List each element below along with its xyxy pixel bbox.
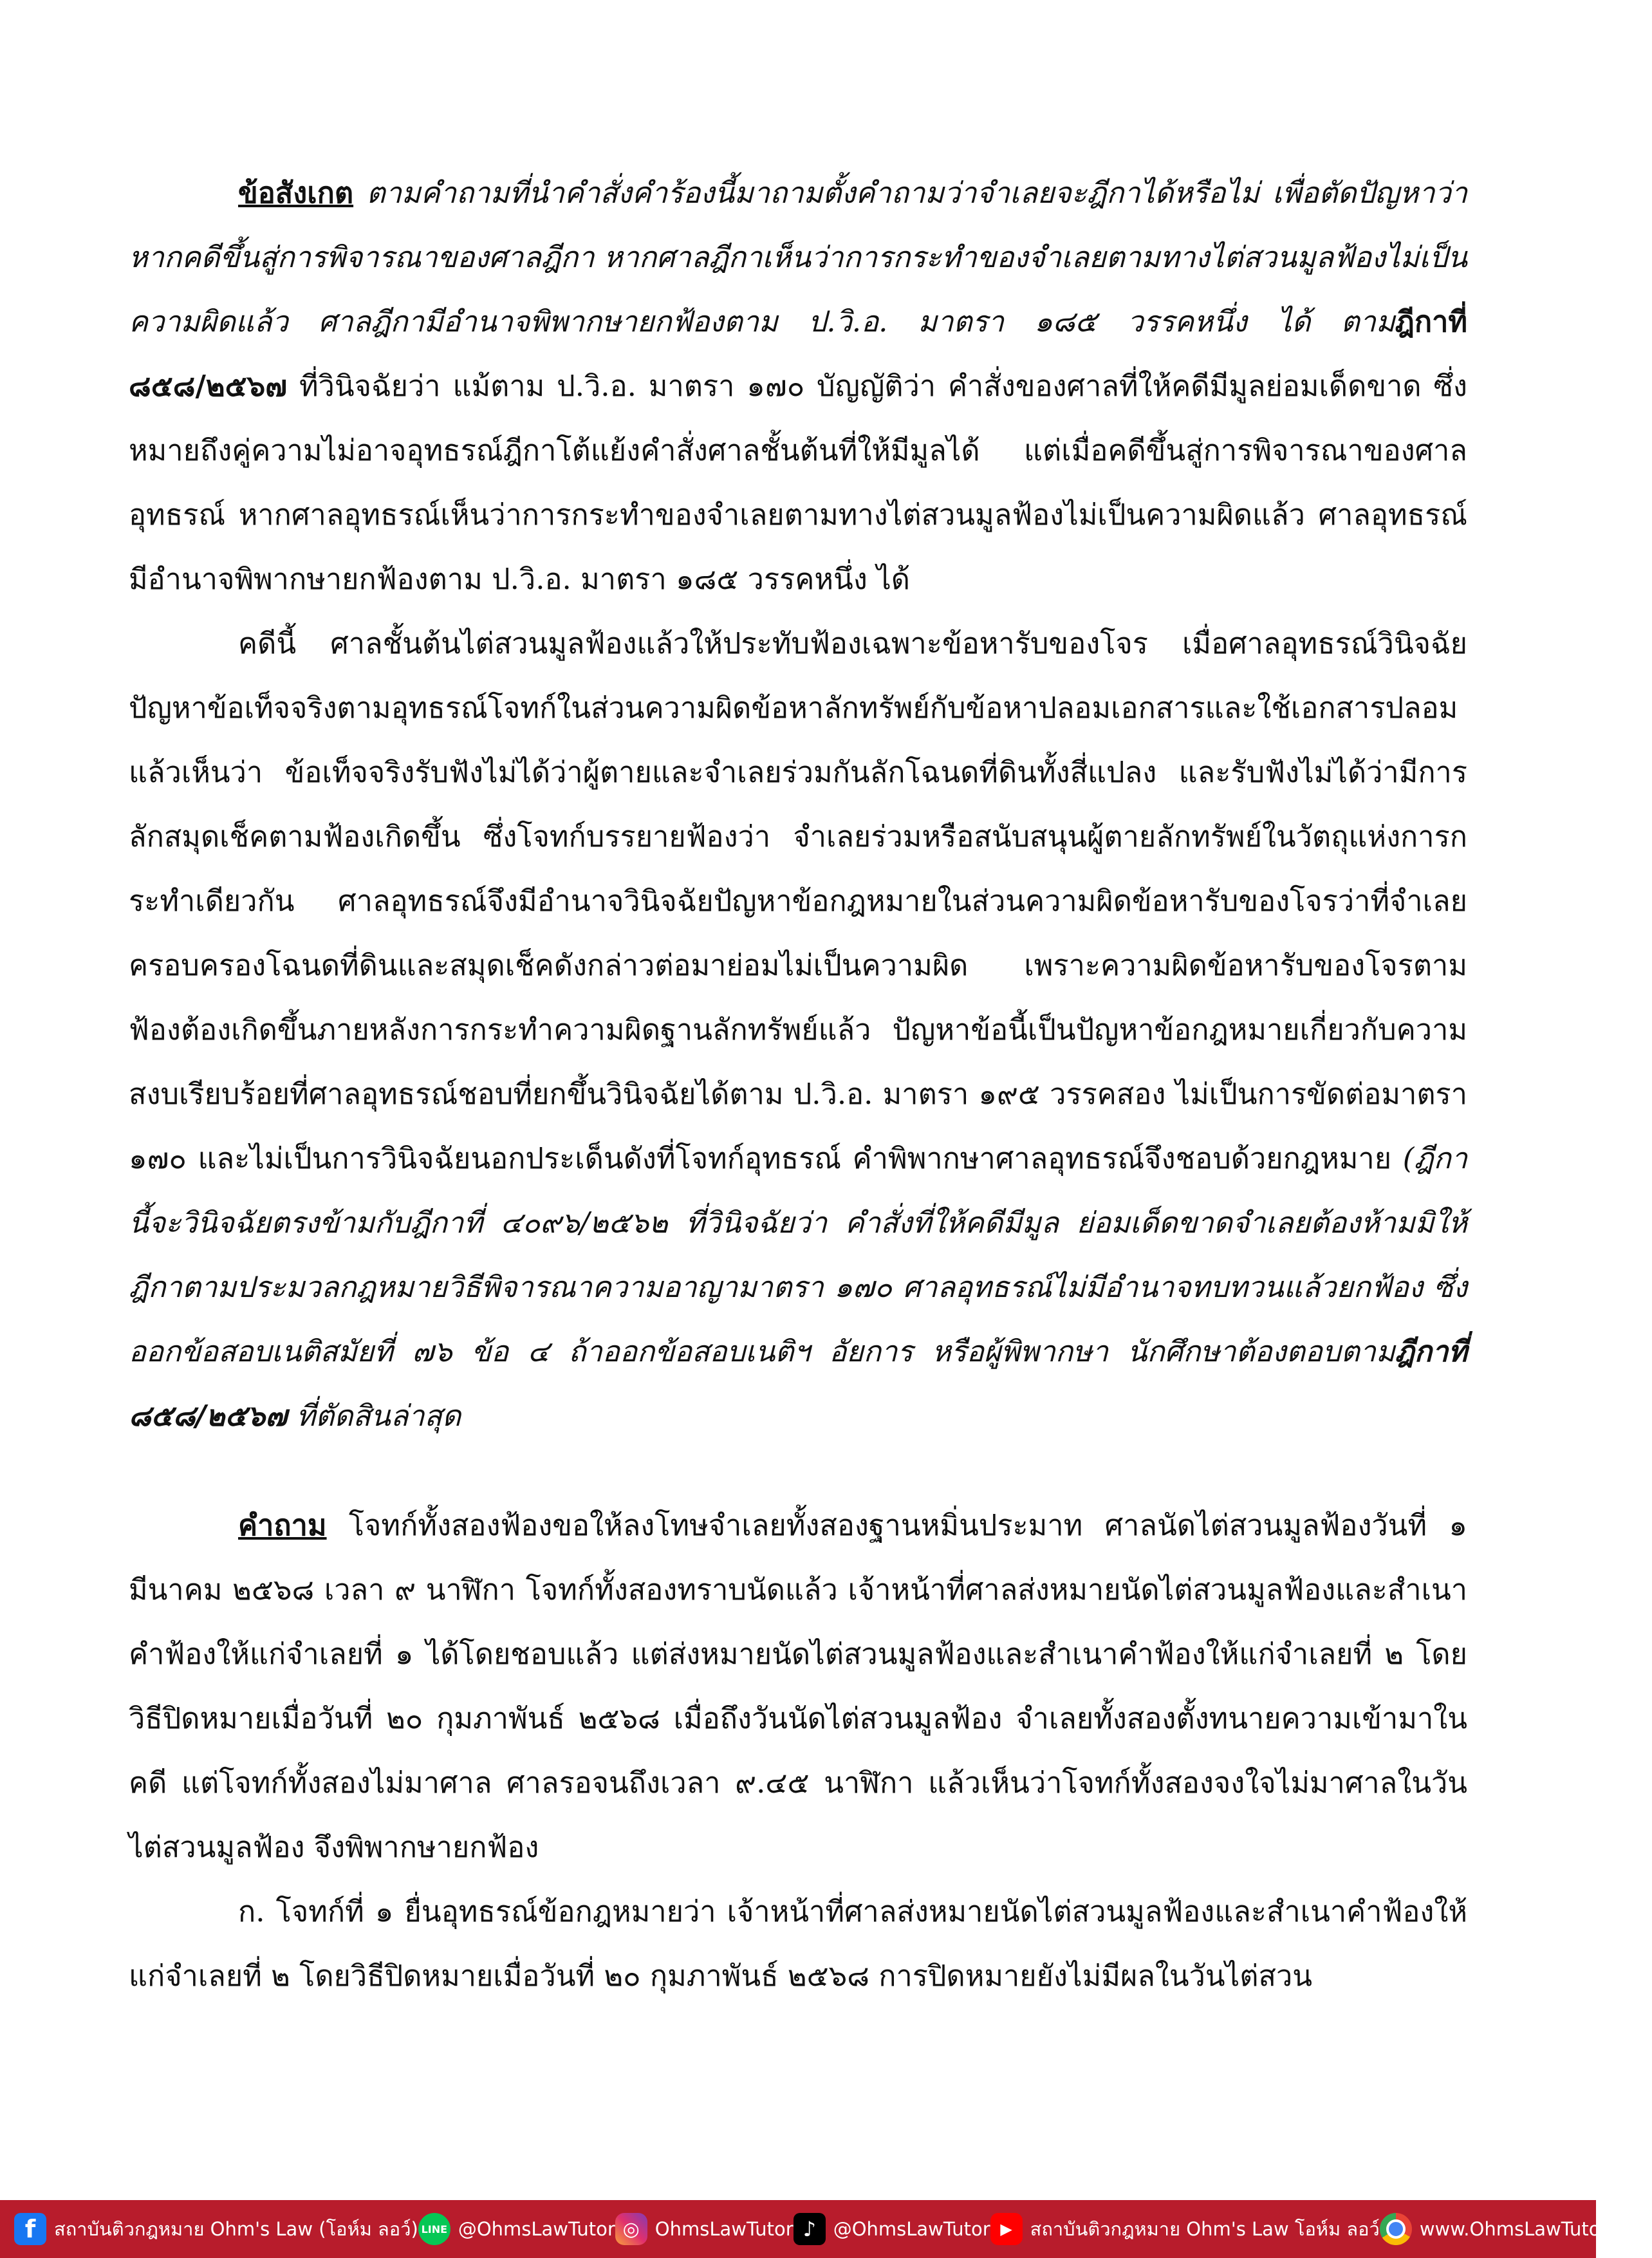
instagram-label: OhmsLawTutor [654, 2218, 794, 2240]
case-text: คดีนี้ ศาลชั้นต้นไต่สวนมูลฟ้องแล้วให้ประทับฟ้องเฉพาะข้อหารับของโจร เมื่อศาลอุทธรณ์วินิจฉัยปัญหาข้อเท็จจริงตามอุทธรณ์โจทก์ในส่วนความผิดข้อหาลักทรัพย์กับข้อหาปลอมเอกสารและใช้เอกสารปลอมแล้วเห็นว่า ข้อเท็จจริงรับฟังไม่ได้ว่าผู้ตายและจำเลยร่วมกันลักโฉนดที่ดินทั้งสี่แปลง และรับฟังไม่ได้ว่ามีการลักสมุดเช็คตามฟ้องเกิดขึ้น ซึ่งโจทก์บรรยายฟ้องว่า จำเลยร่วมหรือสนับสนุนผู้ตายลักทรัพย์ในวัตถุแห่งการกระทำเดียวกัน ศาลอุทธรณ์จึงมีอำนาจวินิจฉัยปัญหาข้อกฎหมายในส่วนความผิดข้อหารับของโจรว่าที่จำเลยครอบครองโฉนดที่ดินและสมุดเช็คดังกล่าวต่อมาย่อมไม่เป็นความผิด เพราะความผิดข้อหารับของโจรตามฟ้องต้องเกิดขึ้นภายหลังการกระทำความผิดฐานลักทรัพย์แล้ว ปัญหาข้อนี้เป็นปัญหาข้อกฎหมายเกี่ยวกับความสงบเรียบร้อยที่ศาลอุทธรณ์ชอบที่ยกขึ้นวินิจฉัยได้ตาม ป.วิ.อ. มาตรา ๑๙๕ วรรคสอง ไม่เป็นการขัดต่อมาตรา ๑๗๐ และไม่เป็นการวินิจฉัยนอกประเด็นดังที่โจทก์อุทธรณ์ คำพิพากษาศาลอุทธรณ์จึงชอบด้วยกฎหมาย [129, 626, 1467, 1175]
instagram-link[interactable] [615, 2213, 794, 2245]
note-label: ข้อสังเกต [238, 176, 354, 210]
tiktok-label: @OhmsLawTutor [833, 2218, 990, 2240]
item-a-text: ก. โจทก์ที่ ๑ ยื่นอุทธรณ์ข้อกฎหมายว่า เจ้าหน้าที่ศาลส่งหมายนัดไต่สวนมูลฟ้องและสำเนาคำฟ้องให้แก่จำเลยที่ ๒ โดยวิธีปิดหมายเมื่อวันที่ ๒๐ กุมภาพันธ์ ๒๕๖๘ การปิดหมายยังไม่มีผลในวันไต่สวน [129, 1894, 1467, 1993]
section-gap [129, 1448, 1467, 1493]
facebook-icon: f [14, 2213, 46, 2245]
facebook-label: สถาบันติวกฎหมาย Ohm's Law (โอห์ม ลอว์) [54, 2218, 418, 2240]
instagram-icon: ◎ [615, 2213, 647, 2245]
youtube-link[interactable] [990, 2213, 1380, 2245]
chrome-icon [1380, 2213, 1412, 2245]
line-icon: LINE [418, 2213, 450, 2245]
item-a-paragraph [129, 1880, 1467, 2008]
tiktok-link[interactable] [794, 2213, 990, 2245]
line-label: @OhmsLawTutor [458, 2218, 615, 2240]
question-label: คำถาม [238, 1508, 327, 1542]
website-label: www.OhmsLawTutor.com [1419, 2218, 1652, 2240]
note-text-rest: ที่วินิจฉัยว่า แม้ตาม ป.วิ.อ. มาตรา ๑๗๐ บัญญัติว่า คำสั่งของศาลที่ให้คดีมีมูลย่อมเด็ดขาด ซึ่งหมายถึงคู่ความไม่อาจอุทธรณ์ฎีกาโต้แย้งคำสั่งศาลชั้นต้นที่ให้มีมูลได้ แต่เมื่อคดีขึ้นสู่การพิจารณาของศาลอุทธรณ์ หากศาลอุทธรณ์เห็นว่าการกระทำของจำเลยตามทางไต่สวนมูลฟ้องไม่เป็นความผิดแล้ว ศาลอุทธรณ์มีอำนาจพิพากษายกฟ้องตาม ป.วิ.อ. มาตรา ๑๘๕ วรรคหนึ่ง ได้ [129, 369, 1467, 596]
website-link[interactable] [1380, 2213, 1652, 2245]
footer-bar [0, 2200, 1652, 2258]
facebook-link[interactable] [14, 2213, 418, 2245]
note-case-ref: ฎีกาที่ ๘๕๘/๒๕๖๗ [129, 304, 1467, 403]
question-paragraph [129, 1493, 1467, 1880]
youtube-icon: ▶ [990, 2213, 1023, 2245]
line-link[interactable] [418, 2213, 615, 2245]
case-italic-end: ที่ตัดสินล่าสุด [287, 1399, 461, 1433]
case-paragraph [129, 611, 1467, 1448]
case-italic-note: (ฎีกานี้จะวินิจฉัยตรงข้ามกับฎีกาที่ ๔๐๙๖/๒๕๖๒ ที่วินิจฉัยว่า คำสั่งที่ให้คดีมีมูล ย่อมเด็ดขาดจำเลยต้องห้ามมิให้ฎีกาตามประมวลกฎหมายวิธีพิจารณาความอาญามาตรา ๑๗๐ ศาลอุทธรณ์ไม่มีอำนาจทบทวนแล้วยกฟ้อง ซึ่งออกข้อสอบเนติสมัยที่ ๗๖ ข้อ ๔ ถ้าออกข้อสอบเนติฯ อัยการ หรือผู้พิพากษา นักศึกษาต้องตอบตาม [129, 1141, 1467, 1368]
case-italic-ref: ฎีกาที่ ๘๕๘/๒๕๖๗ [129, 1334, 1467, 1433]
question-text: โจทก์ทั้งสองฟ้องขอให้ลงโทษจำเลยทั้งสองฐานหมิ่นประมาท ศาลนัดไต่สวนมูลฟ้องวันที่ ๑ มีนาคม ๒๕๖๘ เวลา ๙ นาฬิกา โจทก์ทั้งสองทราบนัดแล้ว เจ้าหน้าที่ศาลส่งหมายนัดไต่สวนมูลฟ้องและสำเนาคำฟ้องให้แก่จำเลยที่ ๑ ได้โดยชอบแล้ว แต่ส่งหมายนัดไต่สวนมูลฟ้องและสำเนาคำฟ้องให้แก่จำเลยที่ ๒ โดยวิธีปิดหมายเมื่อวันที่ ๒๐ กุมภาพันธ์ ๒๕๖๘ เมื่อถึงวันนัดไต่สวนมูลฟ้อง จำเลยทั้งสองตั้งทนายความเข้ามาในคดี แต่โจทก์ทั้งสองไม่มาศาล ศาลรอจนถึงเวลา ๙.๔๕ นาฬิกา แล้วเห็นว่าโจทก์ทั้งสองจงใจไม่มาศาลในวันไต่สวนมูลฟ้อง จึงพิพากษายกฟ้อง [129, 1508, 1467, 1864]
youtube-label: สถาบันติวกฎหมาย Ohm's Law โอห์ม ลอว์ [1030, 2218, 1380, 2240]
note-text: ตามคำถามที่นำคำสั่งคำร้องนี้มาถามตั้งคำถามว่าจำเลยจะฎีกาได้หรือไม่ เพื่อตัดปัญหาว่า หากคดีขึ้นสู่การพิจารณาของศาลฎีกา หากศาลฎีกาเห็นว่าการกระทำของจำเลยตามทางไต่สวนมูลฟ้องไม่เป็นความผิดแล้ว ศาลฎีกามีอำนาจพิพากษายกฟ้องตาม ป.วิ.อ. มาตรา ๑๘๕ วรรคหนึ่ง ได้ ตาม [129, 176, 1467, 339]
note-paragraph [129, 161, 1467, 611]
document-body [129, 161, 1467, 2008]
tiktok-icon: ♪ [794, 2213, 826, 2245]
